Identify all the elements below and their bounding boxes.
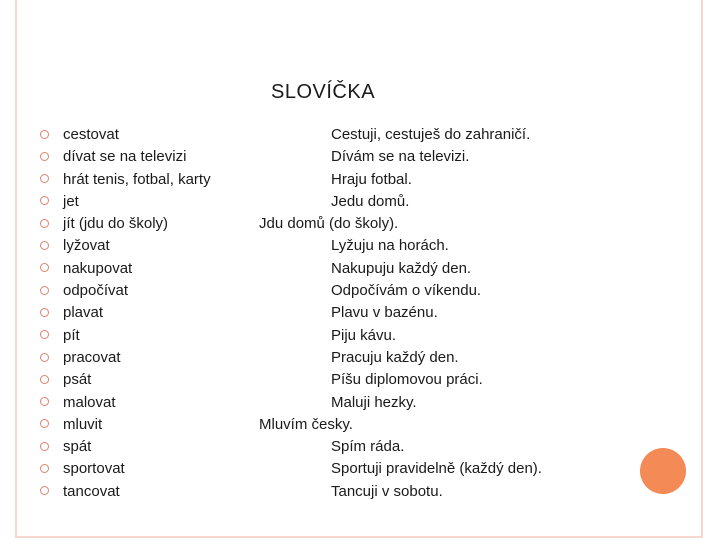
word-text: plavat (63, 304, 104, 322)
bullet-icon (40, 308, 49, 317)
example-sentence: Odpočívám o víkendu. (331, 282, 482, 300)
bullet-icon (40, 375, 49, 384)
decorative-circle (640, 448, 686, 494)
word-list-item (40, 414, 211, 436)
example-sentence: Mluvím česky. (259, 415, 353, 433)
example-sentence: Píšu diplomovou práci. (331, 371, 483, 389)
bullet-icon (40, 442, 49, 451)
word-list-item (40, 347, 211, 369)
example-sentence: Pracuju každý den. (331, 348, 459, 366)
word-text: malovat (63, 393, 116, 411)
word-list-item (40, 325, 211, 347)
word-text: spát (63, 438, 92, 456)
bullet-icon (40, 174, 49, 183)
example-sentence: Dívám se na televizi. (331, 148, 470, 166)
example-sentence: Hraju fotbal. (331, 170, 412, 188)
bullet-icon (40, 486, 49, 495)
word-text: pracovat (63, 348, 121, 366)
example-sentence: Nakupuju každý den. (331, 259, 472, 277)
word-list-item (40, 392, 211, 414)
word-text: pít (63, 326, 80, 344)
bullet-icon (40, 419, 49, 428)
word-list-item (40, 481, 211, 503)
slide-title: SLOVÍČKA (271, 81, 376, 103)
word-list-item (40, 169, 211, 191)
word-text: sportovat (63, 460, 125, 478)
example-sentence: Plavu v bazénu. (331, 304, 438, 322)
word-list-item (40, 191, 211, 213)
word-list-item (40, 235, 211, 257)
word-text: odpočívat (63, 282, 129, 300)
bullet-icon (40, 353, 49, 362)
word-text: nakupovat (63, 259, 133, 277)
bullet-icon (40, 263, 49, 272)
example-sentence: Sportuji pravidelně (každý den). (331, 460, 542, 478)
example-sentence: Cestuji, cestuješ do zahraničí. (331, 126, 531, 143)
word-text: psát (63, 371, 92, 389)
word-text: hrát tenis, fotbal, karty (63, 170, 211, 188)
bullet-icon (40, 152, 49, 161)
word-list-item (40, 369, 211, 391)
word-text: jít (jdu do školy) (63, 215, 169, 233)
example-sentence: Lyžuju na horách. (331, 237, 449, 255)
word-text: lyžovat (63, 237, 110, 255)
example-sentence: Jdu domů (do školy). (259, 215, 399, 233)
example-sentence: Maluji hezky. (331, 393, 417, 411)
word-list-item (40, 213, 211, 235)
bullet-icon (40, 130, 49, 139)
example-sentence: Tancuji v sobotu. (331, 482, 443, 500)
word-text: tancovat (63, 482, 120, 500)
word-text: cestovat (63, 126, 119, 143)
word-text: dívat se na televizi (63, 148, 187, 166)
word-list-item (40, 302, 211, 324)
bullet-icon (40, 330, 49, 339)
bullet-icon (40, 219, 49, 228)
example-sentence: Jedu domů. (331, 192, 410, 210)
word-list (40, 124, 211, 503)
word-list-item (40, 458, 211, 480)
word-text: mluvit (63, 415, 103, 433)
word-list-item (40, 258, 211, 280)
bullet-icon (40, 241, 49, 250)
bullet-icon (40, 196, 49, 205)
word-list-item (40, 280, 211, 302)
word-list-item (40, 436, 211, 458)
bullet-icon (40, 397, 49, 406)
example-sentence: Piju kávu. (331, 326, 397, 344)
word-list-item (40, 146, 211, 168)
sentence-list (259, 124, 542, 503)
bullet-icon (40, 464, 49, 473)
example-sentence: Spím ráda. (331, 438, 405, 456)
word-text: jet (63, 192, 79, 210)
bullet-icon (40, 286, 49, 295)
word-list-item (40, 124, 211, 146)
